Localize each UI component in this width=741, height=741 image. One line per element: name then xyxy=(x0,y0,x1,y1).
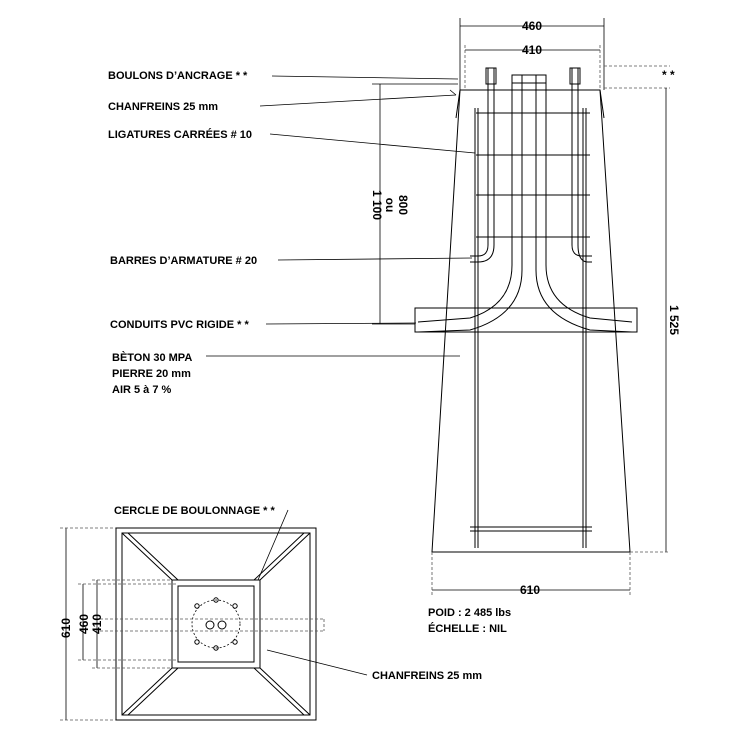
pier-outline xyxy=(432,90,630,552)
dim-plan-410: 410 xyxy=(90,613,104,635)
plan-view xyxy=(59,528,324,720)
label-square-ties: LIGATURES CARRÉES # 10 xyxy=(108,129,253,141)
dim-stars-right: * * xyxy=(662,68,675,82)
label-rebar: BARRES D’ARMATURE # 20 xyxy=(110,255,258,267)
dim-top-inner: 410 xyxy=(521,43,543,57)
label-air: AIR 5 à 7 % xyxy=(112,384,172,396)
dim-top-outer: 460 xyxy=(521,19,543,33)
dim-plan-610: 610 xyxy=(59,617,73,639)
plan-inner xyxy=(172,580,260,668)
dim-embed-ou: ou xyxy=(383,197,397,213)
dim-plan-460: 460 xyxy=(77,613,91,635)
dim-embed-1100: 1 100 xyxy=(370,189,384,221)
dim-embed-800: 800 xyxy=(396,194,410,216)
label-stone: PIERRE 20 mm xyxy=(112,368,191,380)
dim-base-width: 610 xyxy=(519,583,541,597)
label-concrete: BÈTON 30 MPA xyxy=(112,352,193,364)
label-weight: POID : 2 485 lbs xyxy=(428,607,512,619)
label-bolt-circle: CERCLE DE BOULONNAGE * * xyxy=(114,505,275,517)
leader-lines xyxy=(206,76,475,675)
elevation-view xyxy=(370,18,681,597)
plan-outer xyxy=(116,528,316,720)
label-chamfers-bottom: CHANFREINS 25 mm xyxy=(372,670,483,682)
label-chamfers-top: CHANFREINS 25 mm xyxy=(108,101,219,113)
label-scale: ÉCHELLE : NIL xyxy=(428,623,507,635)
label-pvc-conduits: CONDUITS PVC RIGIDE * * xyxy=(110,319,249,331)
dim-height: 1 525 xyxy=(667,304,681,336)
label-anchor-bolts: BOULONS D’ANCRAGE * * xyxy=(108,70,248,82)
